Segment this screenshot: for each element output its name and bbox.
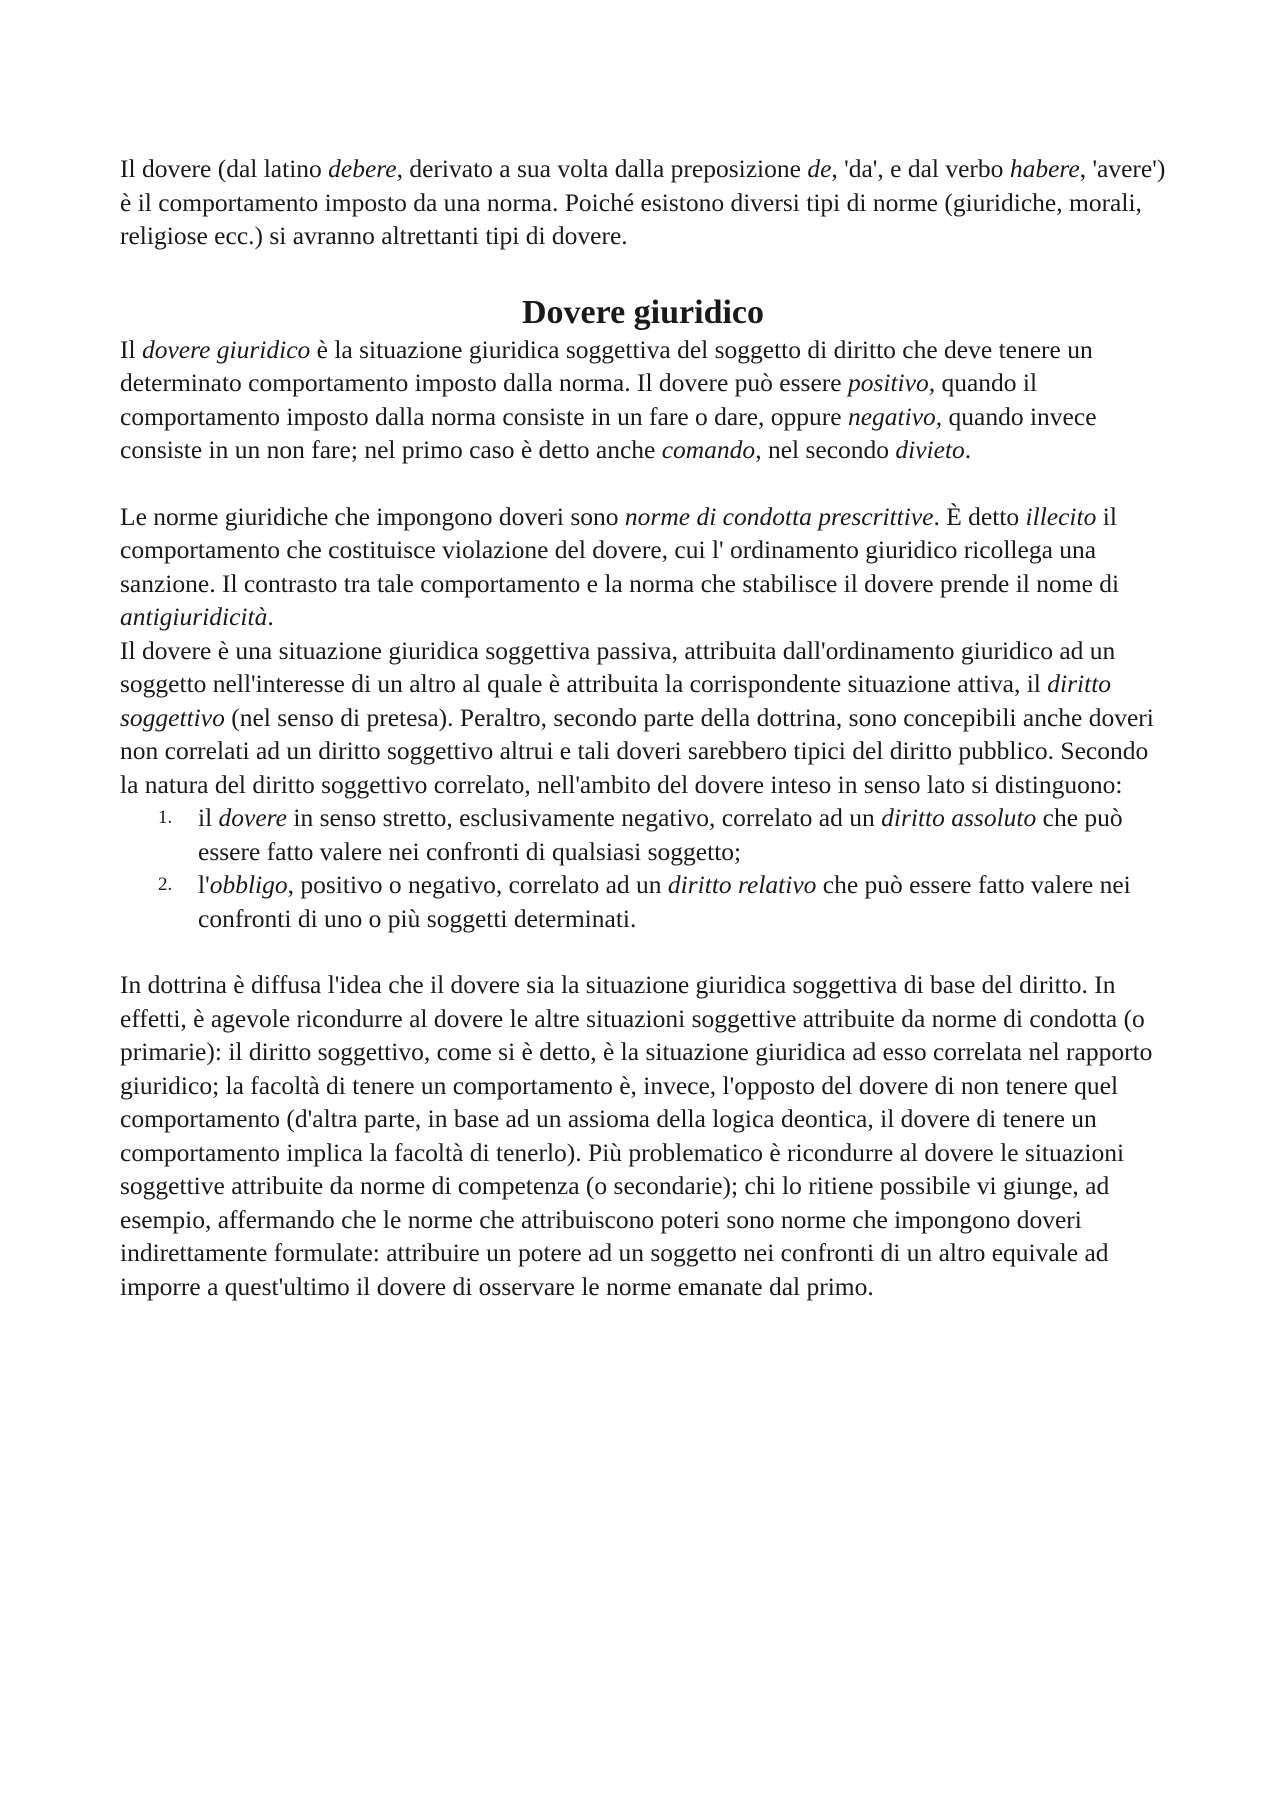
spacer bbox=[120, 467, 1166, 500]
list-item: l'obbligo, positivo o negativo, correlato ad un diritto relativo che può essere fatto valere nei confronti di uno o più soggetti determinati. bbox=[198, 870, 1131, 933]
spacer bbox=[120, 935, 1166, 968]
document-page bbox=[120, 152, 1166, 1303]
paragraph-norms: Le norme giuridiche che impongono doveri sono norme di condotta prescrittive. È detto illecito il comportamento che costituisce violazione del dovere, cui l' ordinamento giuridico ricollega una sanzione. Il contrasto tra tale comportamento e la norma che stabilisce il dovere prende il nome di antigiuridicità. bbox=[120, 501, 1120, 631]
section-heading: Dovere giuridico bbox=[521, 293, 765, 331]
paragraph-doctrine: In dottrina è diffusa l'idea che il dovere sia la situazione giuridica soggettiva di base del diritto. In effetti, è agevole ricondurre al dovere le altre situazioni soggettive attribuite da norme di condotta (o primarie): il diritto soggettivo, come si è detto, è la situazione giuridica ad esso correlata nel rapporto giuridico; la facoltà di tenere un comportamento è, invece, l'opposto del dovere di non tenere quel comportamento (d'altra parte, in base ad un assioma della logica deontica, il dovere di tenere un comportamento implica la facoltà di tenerlo). Più problematico è ricondurre al dovere le situazioni soggettive attribuite da norme di competenza (o secondarie); chi lo ritiene possibile vi giunge, ad esempio, affermando che le norme che attribuiscono poteri sono norme che impongono doveri indirettamente formulate: attribuire un potere ad un soggetto nei confronti di un altro equivale ad imporre a quest'ultimo il dovere di osservare le norme emanate dal primo. bbox=[120, 970, 1153, 1301]
spacer bbox=[120, 253, 1166, 293]
distinction-list bbox=[120, 801, 1166, 935]
paragraph-definition: Il dovere giuridico è la situazione giuridica soggettiva del soggetto di diritto che deve tenere un determinato comportamento imposto dalla norma. Il dovere può essere positivo, quando il comportamento imposto dalla norma consiste in un fare o dare, oppure negativo, quando invece consiste in un non fare; nel primo caso è detto anche comando, nel secondo divieto. bbox=[120, 334, 1097, 464]
list-item: il dovere in senso stretto, esclusivamente negativo, correlato ad un diritto assoluto che può essere fatto valere nei confronti di qualsiasi soggetto; bbox=[198, 803, 1123, 866]
paragraph-passive-situation: Il dovere è una situazione giuridica soggettiva passiva, attribuita dall'ordinamento giuridico ad un soggetto nell'interesse di un altro al quale è attribuita la corrispondente situazione attiva, il diritto soggettivo (nel senso di pretesa). Peraltro, secondo parte della dottrina, sono concepibili anche doveri non correlati ad un diritto soggettivo altrui e tali doveri sarebbero tipici del diritto pubblico. Secondo la natura del diritto soggettivo correlato, nell'ambito del dovere inteso in senso lato si distinguono: bbox=[120, 635, 1154, 799]
intro-paragraph: Il dovere (dal latino debere, derivato a sua volta dalla preposizione de, 'da', e dal verbo habere, 'avere') è il comportamento imposto da una norma. Poiché esistono diversi tipi di norme (giuridiche, morali, religiose ecc.) si avranno altrettanti tipi di dovere. bbox=[120, 154, 1166, 250]
